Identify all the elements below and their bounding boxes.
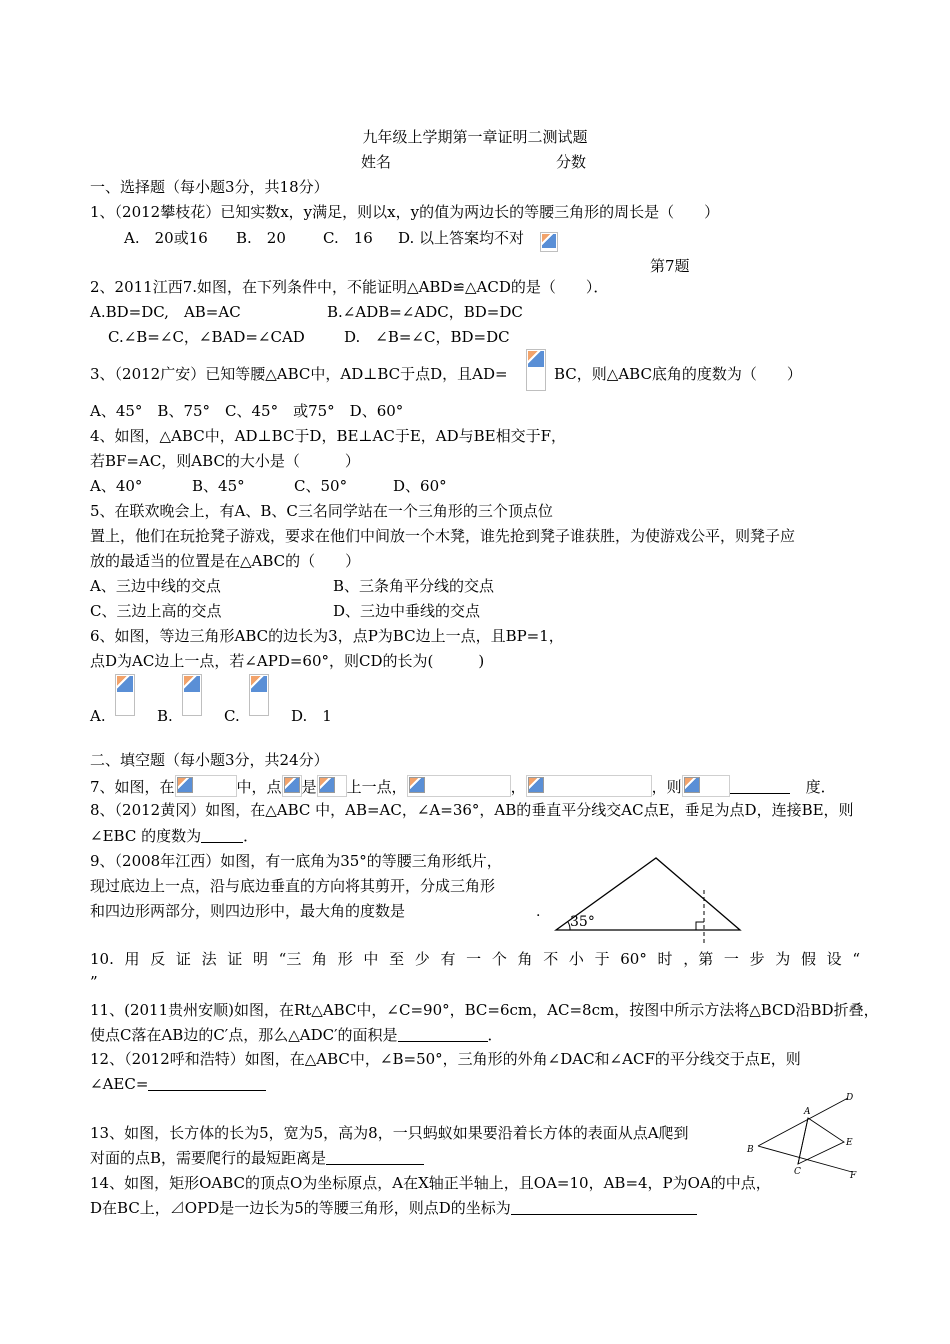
q12-label-d: D bbox=[846, 1093, 854, 1103]
page-title: 九年级上学期第一章证明二测试题 bbox=[362, 128, 588, 146]
q7-part7: 度． bbox=[805, 778, 836, 796]
q10-char: “三 bbox=[278, 950, 302, 968]
q8-line2 bbox=[90, 826, 258, 846]
q1-option-d: D. 以上答案均不对 bbox=[398, 229, 525, 247]
name-label: 姓名 bbox=[361, 153, 392, 171]
q6-line2: 点D为AC边上一点，若∠APD=60°，则CD的长为( ) bbox=[90, 652, 485, 670]
q5-line2: 置上，他们在玩抢凳子游戏，要求在他们中间放一个木凳，谁先抢到凳子谁获胜，为使游戏公平，则凳子应 bbox=[90, 527, 796, 545]
q10-char: 个 bbox=[491, 950, 507, 968]
broken-image-icon bbox=[682, 775, 730, 797]
q14-line2-text: D在BC上，⊿OPD是一边长为5的等腰三角形，则点D的坐标为 bbox=[90, 1199, 511, 1217]
broken-image-icon bbox=[115, 674, 135, 717]
fig7-caption: 第7题 bbox=[650, 257, 690, 275]
broken-image-icon bbox=[540, 232, 558, 253]
q6-option-d: D. 1 bbox=[291, 707, 332, 725]
q9-line1: 9、（2008年江西）如图，有一底角为35°的等腰三角形纸片， bbox=[90, 852, 502, 870]
q12-label-a: A bbox=[804, 1107, 811, 1117]
q9-angle-label: 35° bbox=[570, 914, 595, 930]
q10-line1 bbox=[90, 949, 860, 969]
score-label: 分数 bbox=[556, 153, 587, 171]
q10-char: 小 bbox=[568, 950, 584, 968]
q12-label-b: B bbox=[747, 1145, 754, 1155]
q4-option-c: C、50° bbox=[294, 477, 348, 495]
q12-ray-bd bbox=[758, 1098, 848, 1146]
broken-image-icon bbox=[526, 775, 652, 797]
q11-line1: 11、(2011贵州安顺)如图，在Rt△ABC中，∠C=90°，BC=6cm，AC=8cm，按图中所示方法将△BCD沿BD折叠， bbox=[90, 1001, 879, 1019]
q5-option-b: B、三条角平分线的交点 bbox=[333, 577, 495, 595]
q2-option-a: A.BD=DC, AB=AC bbox=[90, 303, 241, 321]
q1-option-b: B. 20 bbox=[236, 229, 286, 247]
q4-line2: 若BF=AC，则ABC的大小是（ ） bbox=[90, 452, 360, 470]
q9-right-angle-mark bbox=[696, 922, 704, 930]
q2-stem: 2、2011江西7.如图，在下列条件中，不能证明△ABD≌△ACD的是（ ）． bbox=[90, 278, 609, 296]
q10-char: 不 bbox=[543, 950, 559, 968]
q10-char: 证 bbox=[175, 950, 191, 968]
broken-image-icon bbox=[175, 775, 237, 797]
q10-char: 一 bbox=[723, 950, 739, 968]
q14-line1: 14、如图，矩形OABC的顶点O为坐标原点，A在X轴正半轴上，且OA=10，AB=4，P为OA的中点， bbox=[90, 1174, 771, 1192]
q12-figure bbox=[740, 1090, 860, 1180]
q4-option-a: A、40° bbox=[90, 477, 143, 495]
q14-line2 bbox=[90, 1198, 697, 1218]
q3-options: A、45° B、75° C、45° 或75° D、60° bbox=[90, 402, 404, 420]
q14-answer-blank[interactable] bbox=[511, 1200, 697, 1215]
q7-part1: 7、如图，在 bbox=[90, 778, 175, 796]
q7-part5: ， bbox=[510, 778, 526, 796]
broken-image-icon bbox=[407, 775, 511, 797]
q10-char: 证 bbox=[227, 950, 243, 968]
q12-ray-bf bbox=[758, 1146, 852, 1172]
q10-line2: ” bbox=[90, 973, 98, 991]
q9-dot: . bbox=[536, 904, 541, 920]
section1-heading: 一、选择题（每小题3分，共18分） bbox=[90, 178, 329, 196]
q9-triangle-figure bbox=[530, 850, 750, 950]
q12-label-c: C bbox=[794, 1167, 801, 1177]
q8-line1: 8、（2012黄冈）如图，在△ABC 中，AB=AC，∠A=36°，AB的垂直平分线交AC点E，垂足为点D，连接BE，则 bbox=[90, 801, 854, 819]
q11-line2 bbox=[90, 1025, 503, 1045]
q1-option-a: A. 20或16 bbox=[124, 229, 208, 247]
q10-char: 至 bbox=[389, 950, 405, 968]
q10-char: 少 bbox=[414, 950, 430, 968]
q12-label-f: F bbox=[850, 1171, 857, 1180]
q10-char: 中 bbox=[363, 950, 379, 968]
q13-answer-blank[interactable] bbox=[326, 1150, 424, 1165]
q12-line2-text: ∠AEC= bbox=[90, 1075, 149, 1093]
q12-line2 bbox=[90, 1074, 266, 1094]
q10-char: 形 bbox=[337, 950, 353, 968]
broken-image-icon bbox=[526, 349, 546, 392]
q10-char: 60° bbox=[620, 950, 647, 968]
q6-option-c: C. bbox=[224, 707, 240, 725]
broken-image-icon bbox=[317, 775, 347, 797]
q4-option-b: B、45° bbox=[192, 477, 245, 495]
broken-image-icon bbox=[182, 674, 202, 717]
q10-char: 明 bbox=[252, 950, 268, 968]
q3-stem-right: BC，则△ABC底角的度数为（ ） bbox=[554, 365, 802, 383]
q10-char: 步 bbox=[749, 950, 765, 968]
q4-line1: 4、如图，△ABC中，AD⊥BC于D，BE⊥AC于E，AD与BE相交于F， bbox=[90, 427, 567, 445]
q10-char: “ bbox=[852, 950, 860, 968]
q11-end: ． bbox=[487, 1026, 503, 1044]
q12-line1: 12、（2012呼和浩特）如图，在△ABC中，∠B=50°，三角形的外角∠DAC和∠ACF的平分线交于点E，则 bbox=[90, 1050, 801, 1068]
q5-option-a: A、三边中线的交点 bbox=[90, 577, 221, 595]
q7-answer-blank[interactable] bbox=[730, 779, 790, 794]
q12-answer-blank[interactable] bbox=[148, 1076, 266, 1091]
q10-char: 10. bbox=[90, 950, 114, 968]
q8-end: ． bbox=[243, 827, 259, 845]
q12-label-e: E bbox=[846, 1138, 853, 1148]
q9-line2: 现过底边上一点，沿与底边垂直的方向将其剪开，分成三角形 bbox=[90, 877, 496, 895]
q11-answer-blank[interactable] bbox=[398, 1027, 488, 1042]
q10-char: 假 bbox=[800, 950, 816, 968]
q2-option-c: C.∠B=∠C，∠BAD=∠CAD bbox=[108, 328, 305, 346]
q12-triangle-ace bbox=[798, 1118, 844, 1164]
q7-part2: 中，点 bbox=[236, 778, 282, 796]
q10-char: ，第 bbox=[683, 950, 714, 968]
q3-stem-left: 3、（2012广安）已知等腰△ABC中，AD⊥BC于点D，且AD= bbox=[90, 365, 508, 383]
q10-char: 为 bbox=[775, 950, 791, 968]
q13-line1: 13、如图，长方体的长为5，宽为5，高为8，一只蚂蚁如果要沿着长方体的表面从点A爬到 bbox=[90, 1124, 689, 1142]
q6-line1: 6、如图，等边三角形ABC的边长为3，点P为BC边上一点，且BP=1， bbox=[90, 627, 564, 645]
q10-char: 一 bbox=[466, 950, 482, 968]
q5-line3: 放的最适当的位置是在△ABC的（ ） bbox=[90, 552, 361, 570]
q10-char: 法 bbox=[201, 950, 217, 968]
q11-line2-text: 使点C落在AB边的C′点，那么△ADC′的面积是 bbox=[90, 1026, 398, 1044]
q7-part4: 上一点， bbox=[346, 778, 407, 796]
q13-line2 bbox=[90, 1148, 424, 1168]
q13-line2-text: 对面的点B，需要爬行的最短距离是 bbox=[90, 1149, 327, 1167]
broken-image-icon bbox=[249, 674, 269, 717]
q10-char: 设 bbox=[826, 950, 842, 968]
q1-option-c: C. 16 bbox=[323, 229, 373, 247]
broken-image-icon bbox=[282, 775, 302, 797]
q12-segment-ac bbox=[798, 1118, 808, 1164]
q10-char: 反 bbox=[150, 950, 166, 968]
q6-option-a: A. bbox=[90, 707, 106, 725]
q2-option-b: B.∠ADB=∠ADC，BD=DC bbox=[327, 303, 523, 321]
q10-char: 角 bbox=[517, 950, 533, 968]
q8-line2-text: ∠EBC 的度数为 bbox=[90, 827, 202, 845]
q2-option-d: D. ∠B=∠C，BD=DC bbox=[344, 328, 510, 346]
q7-line bbox=[90, 775, 836, 797]
q5-option-c: C、三边上高的交点 bbox=[90, 602, 222, 620]
q10-char: 时 bbox=[657, 950, 673, 968]
q5-line1: 5、在联欢晚会上，有A、B、C三名同学站在一个三角形的三个顶点位 bbox=[90, 502, 553, 520]
q7-part3: 是 bbox=[301, 778, 317, 796]
q10-char: 用 bbox=[124, 950, 140, 968]
q10-char: 角 bbox=[312, 950, 328, 968]
q7-part6: ，则 bbox=[651, 778, 682, 796]
q10-char: 于 bbox=[594, 950, 610, 968]
q1-stem: 1、（2012攀枝花）已知实数x，y满足，则以x，y的值为两边长的等腰三角形的周长是（ ） bbox=[90, 203, 720, 221]
q5-option-d: D、三边中垂线的交点 bbox=[333, 602, 481, 620]
section2-heading: 二、填空题（每小题3分，共24分） bbox=[90, 751, 329, 769]
q8-answer-blank[interactable] bbox=[201, 828, 243, 843]
q10-char: 有 bbox=[440, 950, 456, 968]
q4-option-d: D、60° bbox=[393, 477, 447, 495]
q9-line3: 和四边形两部分，则四边形中，最大角的度数是 bbox=[90, 902, 406, 920]
q6-option-b: B. bbox=[157, 707, 173, 725]
